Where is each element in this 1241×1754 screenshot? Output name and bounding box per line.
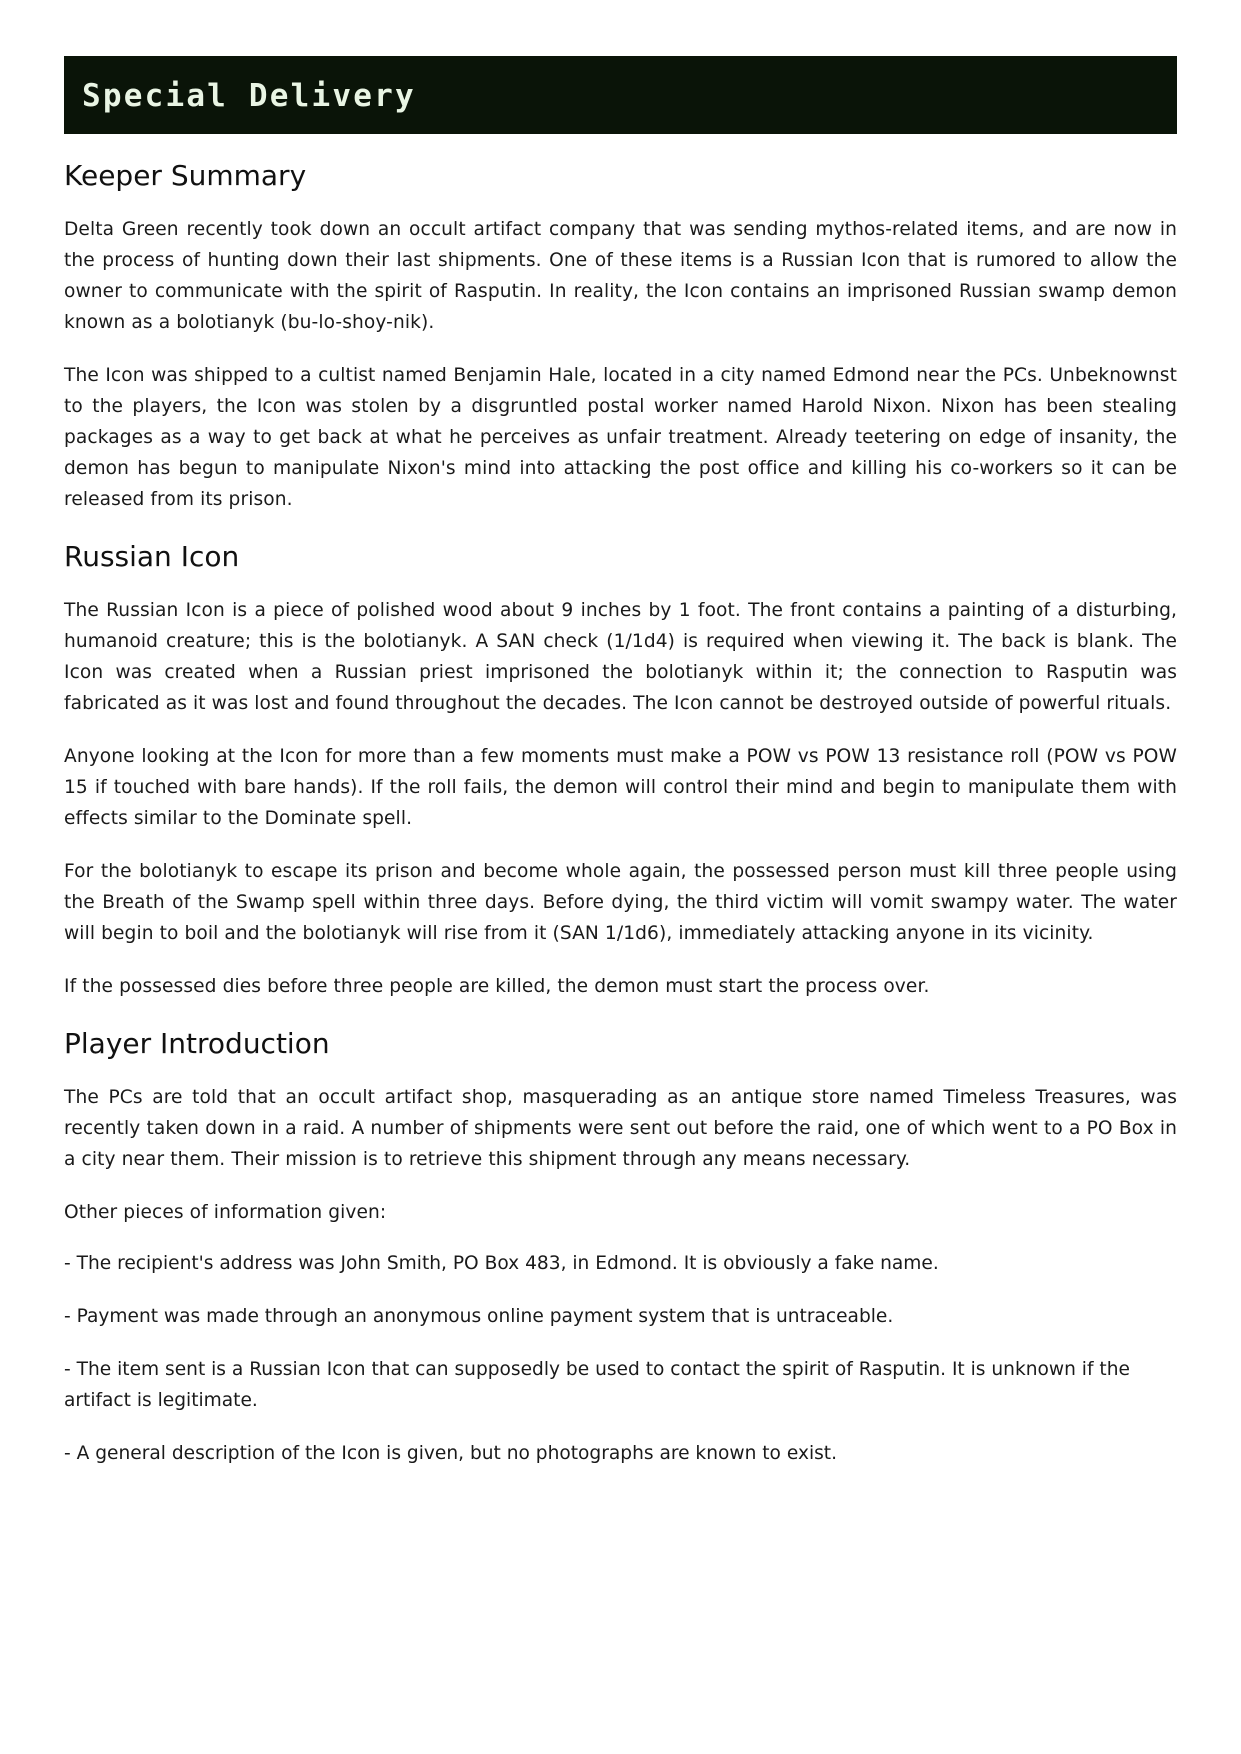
paragraph: If the possessed dies before three people are killed, the demon must start the process over. [64, 976, 930, 997]
section-heading-player-introduction: Player Introduction [64, 1027, 330, 1060]
paragraph: The PCs are told that an occult artifact shop, masquerading as an antique store named Timeless Treasures, was recently taken down in a raid. A number of shipments were sent out before the raid, one of which went to a PO Box in a city near them. Their mission is to retrieve this shipment through any means necessary. [64, 1087, 1177, 1170]
list-item: - Payment was made through an anonymous online payment system that is untraceable. [64, 1306, 894, 1327]
document-title: Special Delivery [64, 56, 1177, 134]
list-item: - A general description of the Icon is given, but no photographs are known to exist. [64, 1443, 838, 1464]
paragraph: The Icon was shipped to a cultist named Benjamin Hale, located in a city named Edmond near the PCs. Unbeknownst to the players, the Icon was stolen by a disgruntled postal worker named Harold Nixon. Nixon has been stealing packages as a way to get back at what he perceives as unfair treatment. Already teetering on edge of insanity, the demon has begun to manipulate Nixon's mind into attacking the post office and killing his co-workers so it can be released from its prison. [64, 365, 1177, 510]
paragraph: Other pieces of information given: [64, 1202, 387, 1223]
list-item: - The recipient's address was John Smith, PO Box 483, in Edmond. It is obviously a fake name. [64, 1253, 939, 1274]
section-heading-russian-icon: Russian Icon [64, 540, 240, 573]
paragraph: The Russian Icon is a piece of polished wood about 9 inches by 1 foot. The front contains a painting of a disturbing, humanoid creature; this is the bolotianyk. A SAN check (1/1d4) is required when viewing it. The back is blank. The Icon was created when a Russian priest imprisoned the bolotianyk within it; the connection to Rasputin was fabricated as it was lost and found throughout the decades. The Icon cannot be destroyed outside of powerful rituals. [64, 600, 1177, 714]
paragraph: For the bolotianyk to escape its prison and become whole again, the possessed person must kill three people using the Breath of the Swamp spell within three days. Before dying, the third victim will vomit swampy water. The water will begin to boil and the bolotianyk will rise from it (SAN 1/1d6), immediately attacking anyone in its vicinity. [64, 861, 1177, 944]
paragraph: Delta Green recently took down an occult artifact company that was sending mythos-related items, and are now in the process of hunting down their last shipments. One of these items is a Russian Icon that is rumored to allow the owner to communicate with the spirit of Rasputin. In reality, the Icon contains an imprisoned Russian swamp demon known as a bolotianyk (bu-lo-shoy-nik). [64, 219, 1177, 333]
section-heading-keeper-summary: Keeper Summary [64, 159, 307, 192]
paragraph: Anyone looking at the Icon for more than a few moments must make a POW vs POW 13 resistance roll (POW vs POW 15 if touched with bare hands). If the roll fails, the demon will control their mind and begin to manipulate them with effects similar to the Dominate spell. [64, 746, 1177, 829]
list-item: - The item sent is a Russian Icon that can supposedly be used to contact the spirit of Rasputin. It is unknown if the artifact is legitimate. [64, 1359, 1130, 1411]
